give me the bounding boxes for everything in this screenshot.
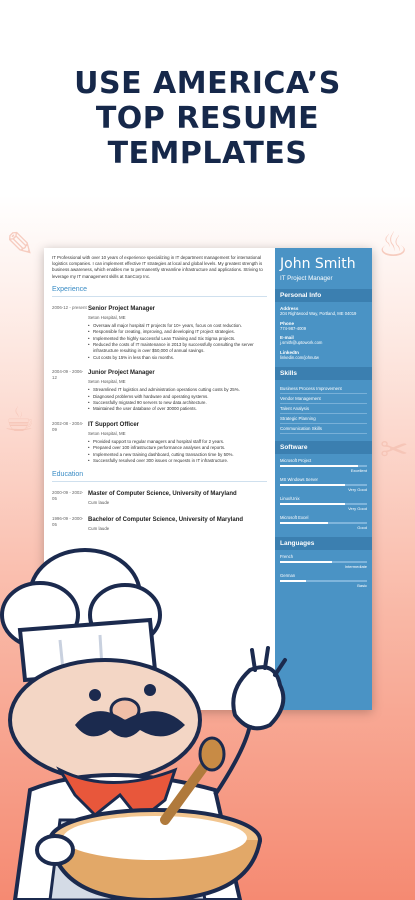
software-level-bar (280, 503, 367, 505)
education-entry (52, 490, 267, 508)
headline (0, 66, 415, 171)
software-row (280, 477, 367, 492)
job-bullet: • Cut costs by 15% in less than six months. (88, 355, 267, 361)
languages-heading: Languages (275, 537, 372, 550)
job-bullet: • Responsible for creating, improving, and developing IT project strategies. (88, 329, 267, 335)
skill-item: Talent Analysis (280, 404, 367, 414)
job-date: 2006-12 - present (52, 304, 87, 310)
education-date: 1996-09 - 2000-05 (52, 515, 84, 527)
software-name: MS Windows Server (280, 477, 318, 482)
job-entry (52, 421, 267, 465)
chef-mascot-illustration (0, 520, 300, 900)
software-level: Good (357, 525, 367, 530)
education-detail: Cum laude (88, 499, 110, 505)
software-level: Excellent (350, 468, 367, 473)
job-bullet: • Reduced the costs of IT maintenance in 2013 by successfully consulting the server infrastructure resulting in over $50,000 of annual savings. (88, 342, 267, 355)
language-level: Intermediate (344, 564, 367, 569)
job-company: Seton Hospital, ME (88, 314, 126, 320)
info-value: linkedin.com/johnutw (280, 354, 319, 360)
job-entry (52, 305, 267, 361)
headline-line-1: USE AMERICA’S (74, 66, 341, 101)
education-title: Master of Computer Science, University of Maryland (88, 490, 237, 497)
job-bullet: • Maintained the user database of over 30000 patients. (88, 406, 267, 412)
job-company: Seton Hospital, ME (88, 379, 126, 385)
headline-line-3: TEMPLATES (107, 136, 308, 171)
job-date: 2004-09 - 2006-12 (52, 369, 84, 381)
software-name: Linux/Unix (280, 496, 300, 501)
resume-summary: IT Professional with over 10 years of experience specializing in IT department management for international logistics companies. I can implement effective IT strategies at local and global levels. My greatest strength is business awareness, which enables me to permanently streamline infrastructure and applications. Striving to leverage my IT management skills at SanCorp Inc. (52, 255, 263, 279)
info-value: 204 Rightwood Way, Portland, ME 04019 (280, 311, 357, 316)
skills-heading: Skills (275, 367, 372, 380)
job-date: 2002-08 - 2004-09 (52, 420, 84, 432)
info-label: Phone (280, 320, 295, 326)
software-name: Microsoft Excel (280, 515, 309, 520)
kitchen-doodle-icon: ✎ (6, 225, 35, 265)
job-bullet: • Provided support to regular managers and hospital staff for 2 years. (88, 439, 267, 445)
kitchen-doodle-icon: ☕ (4, 400, 35, 440)
job-bullet: • Oversaw all major hospital IT projects for 10+ years, focus on cost reduction. (88, 323, 267, 329)
job-title: IT Support Officer (88, 421, 139, 428)
personal-info-heading: Personal Info (275, 289, 372, 302)
job-bullet: • Implemented a new training dashboard, cutting transaction time by 50%. (88, 452, 267, 458)
skill-item: Strategic Planning (280, 414, 367, 424)
software-level-bar (280, 465, 367, 467)
software-row (280, 496, 367, 511)
job-bullet: • Diagnosed problems with hardware and operating systems. (88, 394, 267, 400)
job-bullet: • Streamlined IT logistics and administration operations cutting costs by 25%. (88, 387, 267, 393)
job-bullet: • Prepared over 100 infrastructure performance analyses and reports. (88, 445, 267, 451)
job-title: Junior Project Manager (88, 370, 155, 377)
kitchen-doodle-icon: ✂ (380, 430, 409, 470)
experience-heading: Experience (52, 287, 267, 297)
software-name: Microsoft Project (280, 458, 312, 463)
education-heading: Education (52, 472, 267, 482)
software-level-bar (280, 484, 367, 486)
resume-role: IT Project Manager (280, 275, 333, 282)
kitchen-doodle-icon: ♨ (378, 225, 409, 265)
job-bullet: • Implemented the highly successful Lean Training and Six Sigma projects. (88, 336, 267, 342)
skill-item: Business Process Improvement (280, 384, 367, 394)
skill-item: Vendor Management (280, 394, 367, 404)
language-name: French (280, 554, 294, 559)
resume-name: John Smith (280, 256, 356, 272)
info-label: E-mail (280, 335, 294, 340)
language-name: German (280, 573, 296, 578)
job-bullet: • Successfully resolved over 300 issues or requests in IT infrastructure. (88, 458, 267, 464)
job-bullet: • Successfully migrated 90 servers to new data architecture. (88, 400, 267, 406)
education-date: 2000-09 - 2002-05 (52, 489, 84, 501)
education-title: Bachelor of Computer Science, University of Maryland (88, 516, 244, 523)
job-entry (52, 369, 267, 413)
software-level: Very Good (348, 487, 367, 492)
skill-item: Communication Skills (280, 424, 367, 434)
software-row (280, 458, 367, 473)
info-label: LinkedIn (280, 349, 299, 355)
job-title: Senior Project Manager (88, 305, 156, 312)
software-heading: Software (275, 441, 372, 454)
job-company: Seton Hospital, ME (88, 430, 126, 436)
language-level: Basic (357, 583, 367, 588)
headline-line-2: TOP RESUME (95, 101, 320, 136)
info-value: 774-987-4009 (280, 325, 307, 331)
software-level: Very Good (348, 506, 367, 511)
info-label: Address (280, 306, 299, 311)
info-value: j.smith@uptowork.com (280, 340, 323, 345)
education-detail: Cum laude (88, 525, 110, 531)
